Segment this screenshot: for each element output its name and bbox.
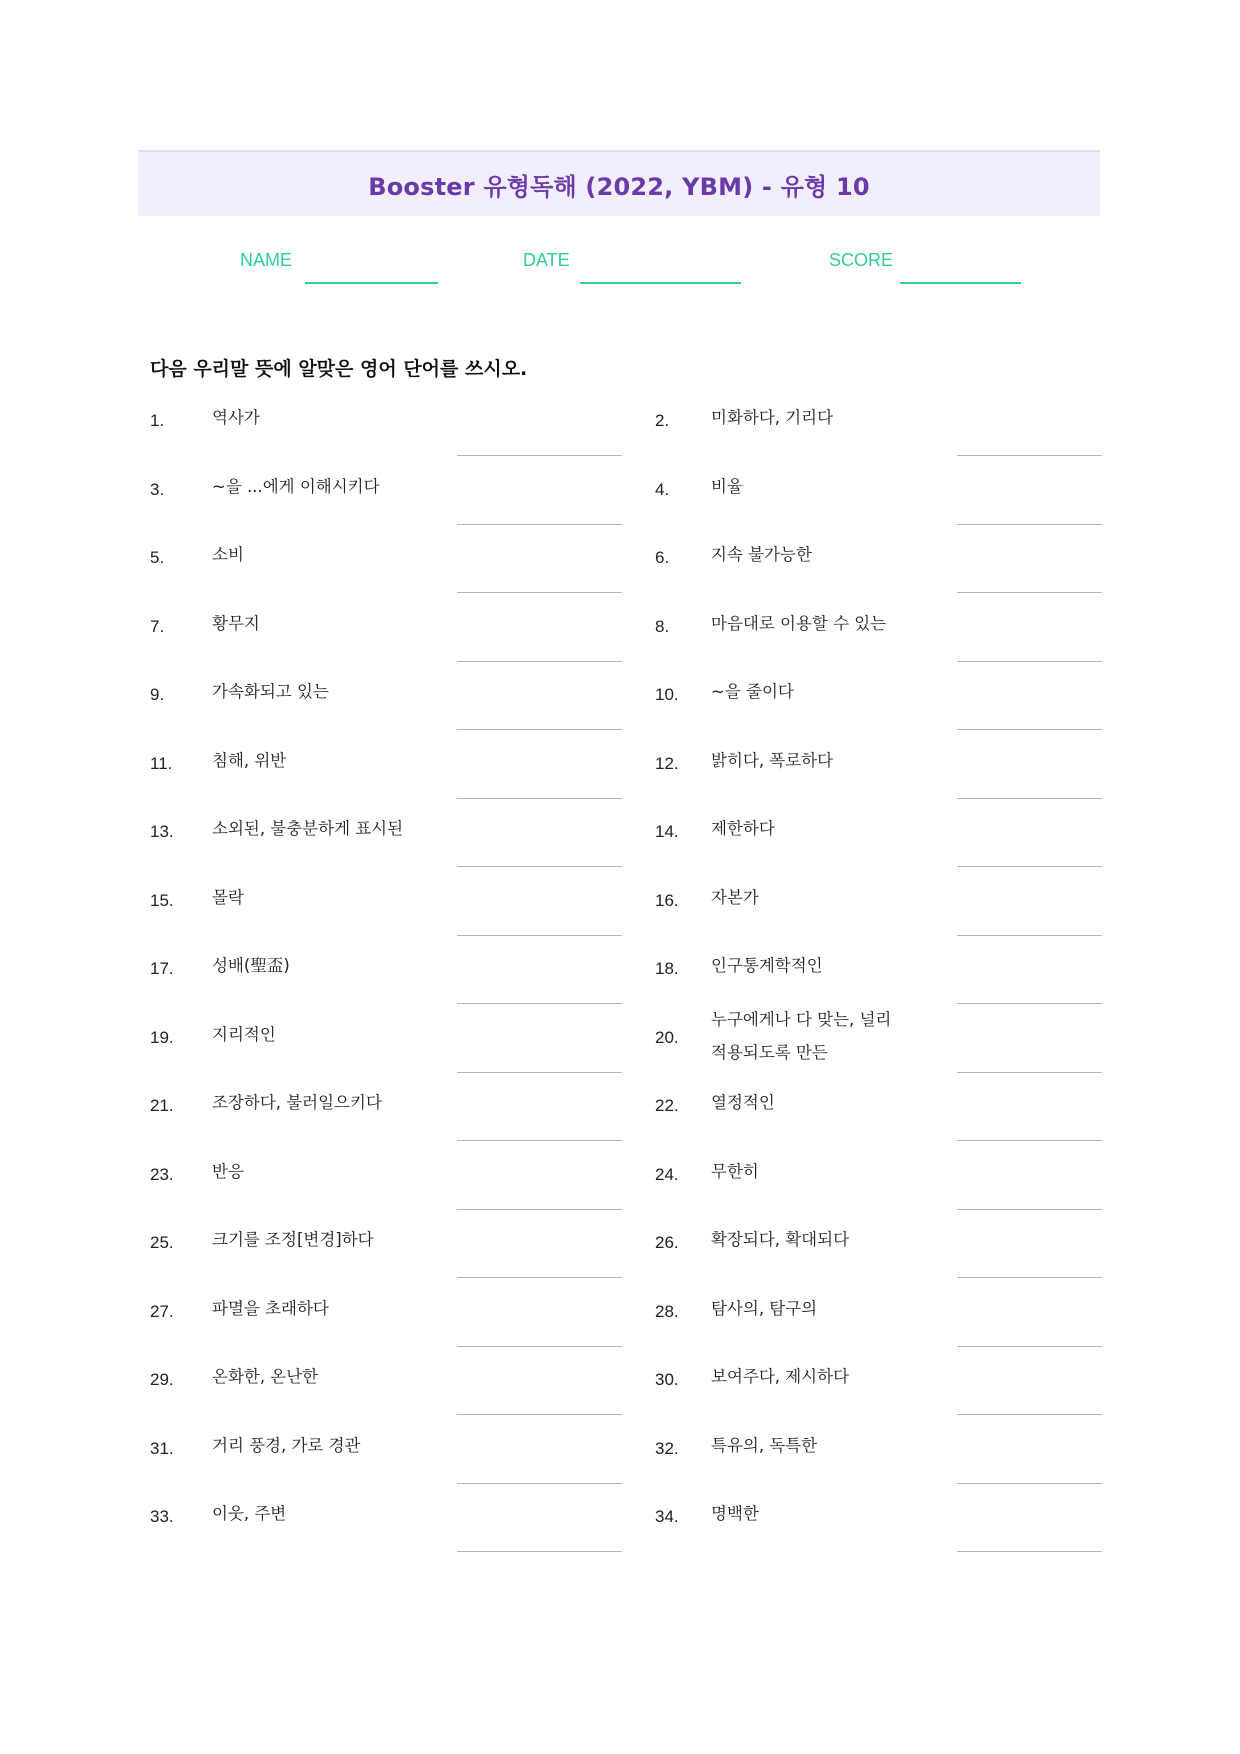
item-meaning: 누구에게나 다 맞는, 널리 적용되도록 만든	[711, 1009, 892, 1062]
page-title: Booster 유형독해 (2022, YBM) - 유형 10	[368, 172, 870, 201]
answer-line[interactable]	[957, 661, 1102, 662]
answer-line[interactable]	[957, 1414, 1102, 1415]
item-number: 30.	[655, 1370, 679, 1389]
item-number: 9.	[150, 685, 165, 704]
answer-line[interactable]	[457, 1209, 622, 1210]
item-number: 29.	[150, 1370, 174, 1389]
item-number: 31.	[150, 1438, 174, 1458]
item-meaning: 지속 불가능한	[711, 545, 812, 564]
answer-line[interactable]	[957, 729, 1102, 730]
answer-line[interactable]	[957, 1209, 1102, 1210]
score-label: SCORE	[829, 250, 894, 270]
item-number: 23.	[150, 1164, 174, 1184]
item-number: 24.	[655, 1164, 679, 1184]
answer-line[interactable]	[457, 935, 622, 936]
item-number: 10.	[655, 685, 679, 704]
item-meaning: 보여주다, 제시하다	[711, 1367, 850, 1386]
item-meaning: 제한하다	[711, 819, 775, 838]
item-meaning: 반응	[212, 1161, 244, 1181]
answer-line[interactable]	[957, 455, 1102, 456]
answer-line[interactable]	[457, 1346, 622, 1347]
answer-line[interactable]	[457, 1277, 622, 1278]
item-meaning: 성배(聖盃)	[212, 956, 290, 975]
answer-line[interactable]	[957, 798, 1102, 799]
item-number: 11.	[150, 753, 173, 773]
item-number: 8.	[655, 616, 670, 636]
item-number: 5.	[150, 548, 165, 567]
item-meaning: 확장되다, 확대되다	[711, 1230, 850, 1249]
answer-line[interactable]	[957, 1346, 1102, 1347]
item-number: 20.	[655, 1027, 679, 1047]
item-meaning: 미화하다, 기리다	[711, 408, 834, 427]
answer-line[interactable]	[957, 866, 1102, 867]
answer-line[interactable]	[457, 1483, 622, 1484]
item-meaning: 몰락	[212, 887, 244, 907]
item-meaning: 열정적인	[711, 1093, 775, 1112]
item-meaning: 소비	[212, 545, 244, 564]
item-meaning: 역사가	[212, 408, 260, 427]
answer-line[interactable]	[457, 455, 622, 456]
answer-line[interactable]	[957, 1003, 1102, 1004]
item-meaning: 밝히다, 폭로하다	[711, 750, 834, 770]
item-number: 13.	[150, 822, 174, 841]
item-meaning: 황무지	[212, 613, 260, 633]
answer-line[interactable]	[457, 1140, 622, 1141]
item-number: 6.	[655, 548, 670, 567]
item-meaning: ~을 ...에게 이해시키다	[212, 476, 380, 496]
item-number: 27.	[150, 1301, 174, 1321]
item-meaning: 거리 풍경, 가로 경관	[212, 1435, 361, 1455]
answer-line[interactable]	[457, 1003, 622, 1004]
answer-line[interactable]	[957, 592, 1102, 593]
answer-line[interactable]	[457, 1414, 622, 1415]
name-label: NAME	[240, 250, 293, 270]
item-number: 14.	[655, 822, 679, 841]
item-meaning: 침해, 위반	[212, 750, 287, 770]
answer-line[interactable]	[957, 1140, 1102, 1141]
item-meaning: 탐사의, 탐구의	[711, 1298, 818, 1318]
item-number: 15.	[150, 890, 174, 910]
item-number: 26.	[655, 1233, 679, 1252]
instruction-text: 다음 우리말 뜻에 알맞은 영어 단어를 쓰시오.	[150, 358, 528, 380]
item-number: 16.	[655, 890, 679, 910]
item-meaning: 조장하다, 불러일으키다	[212, 1093, 382, 1112]
item-meaning: 비율	[711, 476, 743, 496]
item-number: 4.	[655, 479, 670, 499]
item-meaning: 온화한, 온난한	[212, 1367, 319, 1386]
item-number: 7.	[150, 616, 165, 636]
title-band	[138, 150, 1100, 216]
item-meaning: 명백한	[711, 1504, 759, 1523]
item-number: 17.	[150, 959, 174, 978]
answer-line[interactable]	[957, 524, 1102, 525]
item-meaning: 이웃, 주변	[212, 1504, 287, 1523]
answer-line[interactable]	[957, 1483, 1102, 1484]
answer-line[interactable]	[457, 729, 622, 730]
item-number: 12.	[655, 753, 679, 773]
item-number: 22.	[655, 1096, 679, 1115]
answer-line[interactable]	[957, 935, 1102, 936]
item-number: 3.	[150, 479, 165, 499]
answer-line[interactable]	[457, 524, 622, 525]
item-number: 33.	[150, 1507, 174, 1526]
item-number: 34.	[655, 1507, 679, 1526]
item-number: 18.	[655, 959, 679, 978]
item-number: 25.	[150, 1233, 174, 1252]
item-meaning: 가속화되고 있는	[212, 682, 329, 701]
date-label: DATE	[523, 250, 570, 270]
item-meaning: ~을 줄이다	[711, 682, 794, 701]
item-meaning: 무한히	[711, 1161, 759, 1181]
item-meaning: 인구통계학적인	[711, 956, 823, 975]
item-meaning: 소외된, 불충분하게 표시된	[212, 819, 404, 838]
answer-line[interactable]	[457, 592, 622, 593]
item-meaning: 마음대로 이용할 수 있는	[711, 613, 887, 633]
item-number: 1.	[150, 411, 165, 430]
answer-line[interactable]	[457, 866, 622, 867]
answer-line[interactable]	[957, 1277, 1102, 1278]
item-meaning: 크기를 조정[변경]하다	[212, 1230, 374, 1249]
date-field[interactable]	[580, 282, 741, 284]
answer-line[interactable]	[457, 798, 622, 799]
answer-line[interactable]	[457, 1551, 622, 1552]
item-meaning: 자본가	[711, 887, 759, 907]
item-number: 21.	[150, 1096, 174, 1115]
item-number: 28.	[655, 1301, 679, 1321]
name-field[interactable]	[305, 282, 438, 284]
answer-line[interactable]	[957, 1551, 1102, 1552]
answer-line[interactable]	[457, 1072, 622, 1073]
item-meaning: 지리적인	[212, 1024, 276, 1044]
answer-line[interactable]	[957, 1072, 1102, 1073]
score-field[interactable]	[900, 282, 1021, 284]
item-meaning: 특유의, 독특한	[711, 1435, 818, 1455]
answer-line[interactable]	[457, 661, 622, 662]
item-meaning: 파멸을 초래하다	[212, 1298, 329, 1318]
item-number: 32.	[655, 1438, 679, 1458]
item-number: 2.	[655, 411, 670, 430]
item-number: 19.	[150, 1027, 174, 1047]
